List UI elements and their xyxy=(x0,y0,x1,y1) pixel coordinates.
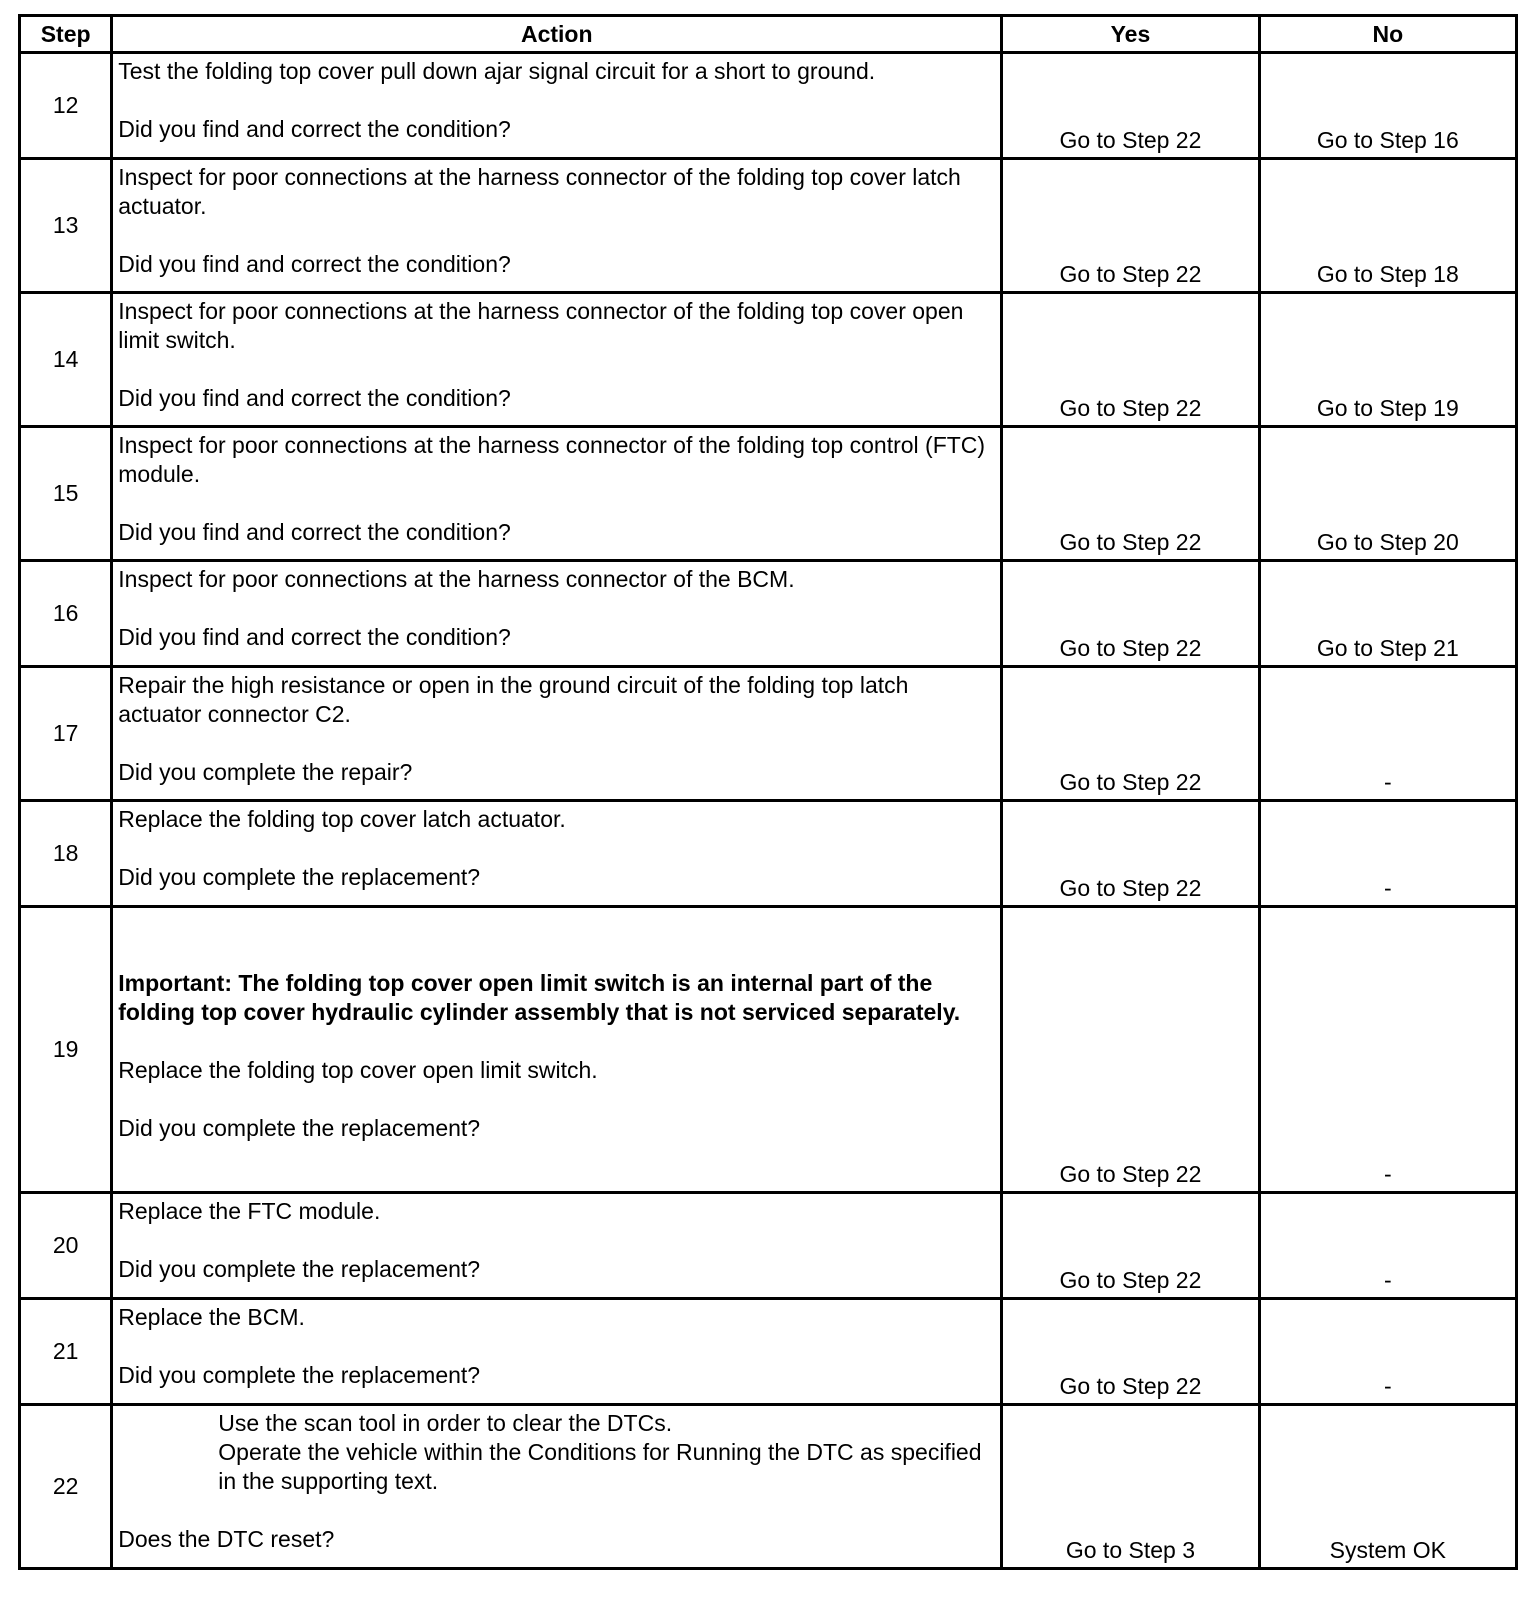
action-text: Replace the FTC module. xyxy=(118,1198,381,1224)
action-question: Did you find and correct the condition? xyxy=(118,251,511,277)
action-cell xyxy=(112,293,1002,427)
header-no: No xyxy=(1259,16,1516,53)
step-number: 12 xyxy=(20,53,112,159)
table-row xyxy=(20,159,1517,293)
no-cell: - xyxy=(1259,1299,1516,1405)
action-question: Did you complete the repair? xyxy=(118,759,413,785)
step-number: 13 xyxy=(20,159,112,293)
yes-cell: Go to Step 22 xyxy=(1002,293,1259,427)
header-row xyxy=(20,16,1517,53)
step-number: 17 xyxy=(20,667,112,801)
yes-cell: Go to Step 22 xyxy=(1002,427,1259,561)
yes-cell: Go to Step 22 xyxy=(1002,1193,1259,1299)
action-cell xyxy=(112,1405,1002,1569)
table-row xyxy=(20,801,1517,907)
table-row xyxy=(20,427,1517,561)
header-step: Step xyxy=(20,16,112,53)
table-row xyxy=(20,1193,1517,1299)
action-cell xyxy=(112,1299,1002,1405)
action-question: Did you complete the replacement? xyxy=(118,1362,481,1388)
action-cell xyxy=(112,801,1002,907)
action-question: Did you complete the replacement? xyxy=(118,1256,481,1282)
yes-cell: Go to Step 22 xyxy=(1002,907,1259,1193)
important-note: Important: The folding top cover open limit switch is an internal part of the folding top cover hydraulic cylinder assembly that is not serviced separately. xyxy=(118,970,961,1025)
table-row xyxy=(20,1299,1517,1405)
step-number: 22 xyxy=(20,1405,112,1569)
step-number: 16 xyxy=(20,561,112,667)
action-text: Replace the folding top cover open limit switch. xyxy=(118,1057,598,1083)
action-cell xyxy=(112,159,1002,293)
table-row xyxy=(20,667,1517,801)
action-cell xyxy=(112,1193,1002,1299)
no-cell: Go to Step 16 xyxy=(1259,53,1516,159)
action-text: Inspect for poor connections at the harness connector of the folding top control (FTC) module. xyxy=(118,432,986,487)
yes-cell: Go to Step 22 xyxy=(1002,159,1259,293)
action-question: Did you complete the replacement? xyxy=(118,1115,481,1141)
step-number: 19 xyxy=(20,907,112,1193)
action-text: Replace the folding top cover latch actuator. xyxy=(118,806,566,832)
action-text: Test the folding top cover pull down ajar signal circuit for a short to ground. xyxy=(118,58,876,84)
action-text: Inspect for poor connections at the harness connector of the BCM. xyxy=(118,566,795,592)
action-cell xyxy=(112,427,1002,561)
table-row xyxy=(20,907,1517,1193)
diagnostic-table xyxy=(18,14,1518,1570)
no-cell: Go to Step 20 xyxy=(1259,427,1516,561)
action-text: Replace the BCM. xyxy=(118,1304,305,1330)
step-number: 15 xyxy=(20,427,112,561)
no-cell: Go to Step 19 xyxy=(1259,293,1516,427)
action-cell xyxy=(112,667,1002,801)
step-number: 20 xyxy=(20,1193,112,1299)
no-cell: Go to Step 18 xyxy=(1259,159,1516,293)
action-text: Inspect for poor connections at the harness connector of the folding top cover latch actuator. xyxy=(118,164,961,219)
list-item: Operate the vehicle within the Conditions for Running the DTC as specified in the supporting text. xyxy=(218,1439,982,1494)
header-action: Action xyxy=(112,16,1002,53)
action-cell xyxy=(112,561,1002,667)
yes-cell: Go to Step 22 xyxy=(1002,1299,1259,1405)
no-cell: System OK xyxy=(1259,1405,1516,1569)
action-question: Did you find and correct the condition? xyxy=(118,116,511,142)
no-cell: - xyxy=(1259,907,1516,1193)
action-cell xyxy=(112,53,1002,159)
step-number: 18 xyxy=(20,801,112,907)
action-question: Did you find and correct the condition? xyxy=(118,624,511,650)
step-number: 21 xyxy=(20,1299,112,1405)
yes-cell: Go to Step 3 xyxy=(1002,1405,1259,1569)
action-cell xyxy=(112,907,1002,1193)
yes-cell: Go to Step 22 xyxy=(1002,53,1259,159)
yes-cell: Go to Step 22 xyxy=(1002,667,1259,801)
yes-cell: Go to Step 22 xyxy=(1002,801,1259,907)
table-row xyxy=(20,561,1517,667)
action-question: Did you find and correct the condition? xyxy=(118,385,511,411)
no-cell: Go to Step 21 xyxy=(1259,561,1516,667)
action-question: Did you complete the replacement? xyxy=(118,864,481,890)
table-row xyxy=(20,293,1517,427)
table-row xyxy=(20,53,1517,159)
no-cell: - xyxy=(1259,801,1516,907)
no-cell: - xyxy=(1259,667,1516,801)
action-text: Repair the high resistance or open in the ground circuit of the folding top latch actuator connector C2. xyxy=(118,672,909,727)
table-row xyxy=(20,1405,1517,1569)
header-yes: Yes xyxy=(1002,16,1259,53)
action-text: Inspect for poor connections at the harness connector of the folding top cover open limit switch. xyxy=(118,298,964,353)
yes-cell: Go to Step 22 xyxy=(1002,561,1259,667)
list-item: Use the scan tool in order to clear the DTCs. xyxy=(218,1410,673,1436)
action-question: Did you find and correct the condition? xyxy=(118,519,511,545)
step-number: 14 xyxy=(20,293,112,427)
no-cell: - xyxy=(1259,1193,1516,1299)
action-question: Does the DTC reset? xyxy=(118,1526,335,1552)
